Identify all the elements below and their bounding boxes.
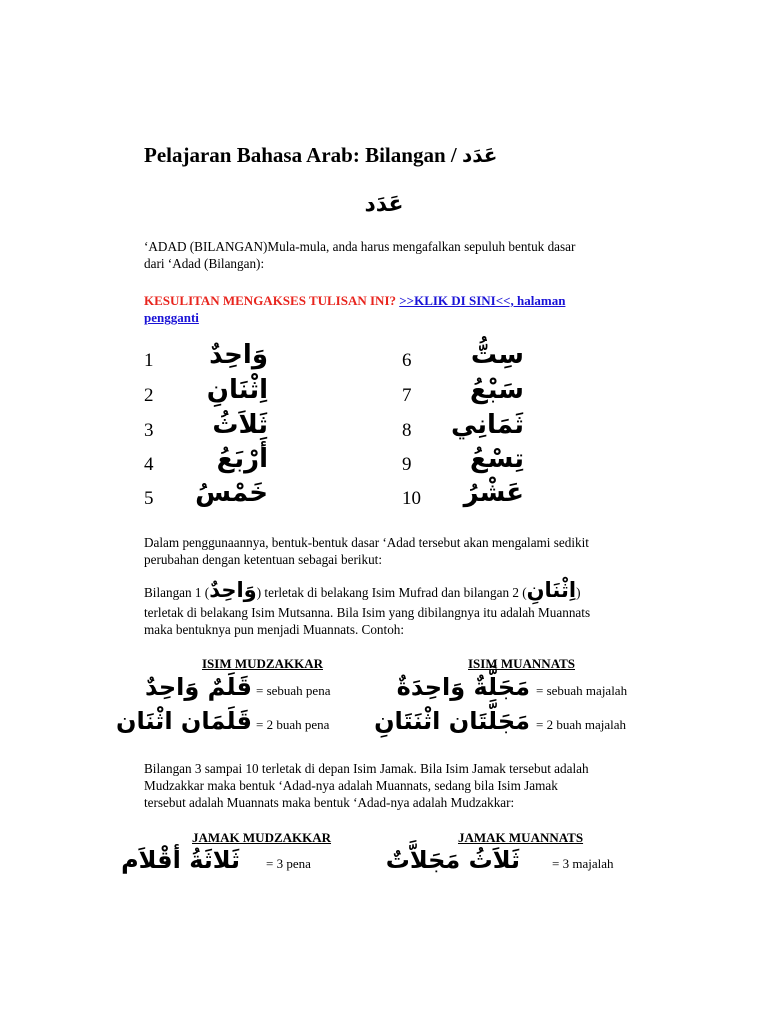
table1-row2-left-arabic: قَلَمَان اثْنَان (116, 707, 252, 735)
table1-row1-left-meaning: = sebuah pena (256, 683, 331, 698)
intro-line-2: dari ‘Adad (Bilangan): (144, 256, 265, 271)
number-8-arabic: ثَمَانِي (450, 410, 524, 440)
page-title (144, 143, 497, 168)
notice-text: KESULITAN MENGAKSES TULISAN INI? (144, 293, 400, 308)
number-9: 9 (402, 454, 412, 475)
table1-row1-right-meaning: = sebuah majalah (536, 683, 628, 698)
rule2-line-3: tersebut adalah Muannats maka bentuk ‘Adad-nya adalah Mudzakkar: (144, 795, 515, 810)
number-3: 3 (144, 420, 154, 441)
number-4-arabic: أَرْبَعُ (216, 444, 268, 474)
number-1: 1 (144, 350, 154, 371)
table1-head-right: ISIM MUANNATS (468, 656, 576, 671)
number-9-arabic: تِسْعُ (470, 444, 524, 474)
table2-head-left: JAMAK MUDZAKKAR (192, 830, 332, 845)
page-title-arabic: عَدَد (461, 143, 498, 167)
table1-row2-right-arabic: مَجَلَّتَان اثْنَتَانِ (374, 707, 530, 735)
rule1-arabic-2: اِثْنَانِ (526, 578, 577, 602)
rule2-line-2: Mudzakkar maka bentuk ‘Adad-nya adalah Muannats, sedang bila Isim Jamak (144, 778, 558, 793)
table2-right-meaning: = 3 majalah (552, 856, 614, 871)
page-title-text: Pelajaran Bahasa Arab: Bilangan / (144, 143, 462, 167)
number-7-arabic: سَبْعُ (470, 375, 524, 405)
table1-row2-left-meaning: = 2 buah pena (256, 717, 330, 732)
table1-head-left: ISIM MUDZAKKAR (202, 656, 323, 671)
usage-paragraph (144, 534, 644, 568)
rule1-paragraph (144, 576, 664, 638)
table2-left-arabic: ثَلاثَةُ أقْلاَم (121, 846, 240, 874)
number-5: 5 (144, 488, 154, 509)
number-2-arabic: اِثْنَانِ (206, 375, 268, 405)
number-7: 7 (402, 385, 412, 406)
rule1-line-1 (144, 576, 664, 604)
rule1-text-a: Bilangan 1 ( (144, 585, 210, 600)
number-10-arabic: عَشْرُ (463, 478, 524, 508)
number-2: 2 (144, 385, 154, 406)
rule2-line-1: Bilangan 3 sampai 10 terletak di depan Isim Jamak. Bila Isim Jamak tersebut adalah (144, 761, 589, 776)
usage-line-2: perubahan dengan ketentuan sebagai berikut: (144, 552, 383, 567)
table2-right-arabic: ثَلاَثُ مَجَلاَّتٌ (385, 846, 520, 874)
table2-head-right: JAMAK MUANNATS (458, 830, 584, 845)
access-notice (144, 292, 644, 326)
rule1-arabic-1: وَاحِدٌ (209, 578, 257, 602)
table2-left-meaning: = 3 pena (266, 856, 311, 871)
rule2-paragraph (144, 760, 664, 811)
rule1-line-2: terletak di belakang Isim Mutsanna. Bila Isim yang dibilangnya itu adalah Muannats (144, 605, 591, 620)
table1-row2-right-meaning: = 2 buah majalah (536, 717, 626, 732)
number-4: 4 (144, 454, 154, 475)
number-6: 6 (402, 350, 412, 371)
notice-link-continued[interactable]: pengganti (144, 310, 199, 325)
number-10: 10 (402, 488, 421, 509)
subtitle-arabic: عَدَد (364, 192, 404, 217)
table1-row1-right-arabic: مَجَلَّةٌ وَاحِدَةٌ (396, 673, 530, 701)
number-6-arabic: سِتُّ (470, 340, 524, 370)
number-8: 8 (402, 420, 412, 441)
rule1-text-b: ) terletak di belakang Isim Mufrad dan bilangan 2 ( (256, 585, 527, 600)
number-5-arabic: خَمْسُ (195, 478, 268, 508)
rule1-line-3: maka bentuknya pun menjadi Muannats. Contoh: (144, 622, 405, 637)
table1-row1-left-arabic: قَلَمٌ وَاحِدٌ (145, 673, 252, 701)
number-3-arabic: ثَلاَثُ (212, 410, 268, 440)
rule1-text-c: ) (576, 585, 581, 600)
intro-line-1: ‘ADAD (BILANGAN)Mula-mula, anda harus mengafalkan sepuluh bentuk dasar (144, 239, 576, 254)
notice-link[interactable]: >>KLIK DI SINI<<, halaman (399, 293, 566, 308)
number-1-arabic: وَاحِدٌ (209, 340, 268, 370)
intro-paragraph (144, 238, 644, 272)
usage-line-1: Dalam penggunaannya, bentuk-bentuk dasar ‘Adad tersebut akan mengalami sedikit (144, 535, 589, 550)
